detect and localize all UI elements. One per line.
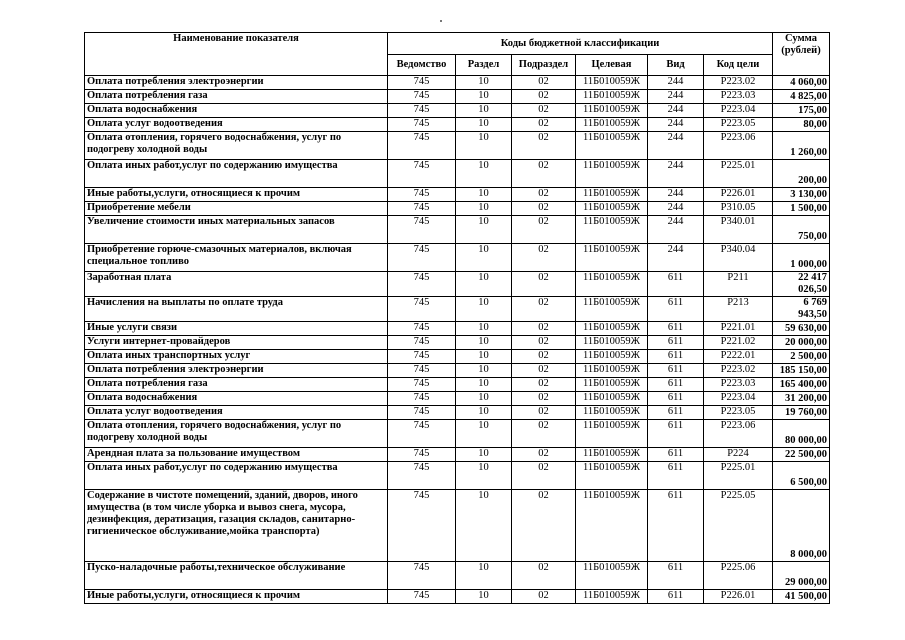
cell-podrazdel: 02	[512, 297, 576, 322]
cell-podrazdel: 02	[512, 350, 576, 364]
cell-vid: 244	[648, 216, 704, 244]
cell-celevaya: 11Б010059Ж	[576, 378, 648, 392]
row-name: Пуско-наладочные работы,техническое обслуживание	[85, 562, 388, 590]
row-name: Арендная плата за пользование имуществом	[85, 448, 388, 462]
table-row	[85, 392, 830, 406]
cell-vid: 244	[648, 202, 704, 216]
row-name: Оплата иных транспортных услуг	[85, 350, 388, 364]
cell-sum: 2 500,00	[773, 350, 830, 364]
cell-razdel: 10	[456, 490, 512, 562]
table-body	[85, 76, 830, 604]
table-row	[85, 76, 830, 90]
cell-kod-celi: Р223.06	[704, 132, 773, 160]
cell-celevaya: 11Б010059Ж	[576, 90, 648, 104]
header-vedomstvo: Ведомство	[388, 55, 456, 76]
cell-sum: 59 630,00	[773, 322, 830, 336]
header-razdel: Раздел	[456, 55, 512, 76]
cell-vedomstvo: 745	[388, 350, 456, 364]
cell-podrazdel: 02	[512, 462, 576, 490]
table-row	[85, 406, 830, 420]
cell-vid: 611	[648, 336, 704, 350]
cell-sum: 22 500,00	[773, 448, 830, 462]
cell-vedomstvo: 745	[388, 364, 456, 378]
table-row	[85, 188, 830, 202]
table-row	[85, 420, 830, 448]
cell-razdel: 10	[456, 448, 512, 462]
cell-celevaya: 11Б010059Ж	[576, 448, 648, 462]
cell-kod-celi: Р223.05	[704, 118, 773, 132]
table-row	[85, 297, 830, 322]
table-row	[85, 590, 830, 604]
table-row	[85, 448, 830, 462]
cell-vedomstvo: 745	[388, 448, 456, 462]
cell-razdel: 10	[456, 406, 512, 420]
cell-podrazdel: 02	[512, 378, 576, 392]
table-row	[85, 336, 830, 350]
cell-vedomstvo: 745	[388, 378, 456, 392]
cell-sum: 41 500,00	[773, 590, 830, 604]
table-row	[85, 118, 830, 132]
cell-kod-celi: Р225.05	[704, 490, 773, 562]
cell-vedomstvo: 745	[388, 104, 456, 118]
row-name: Оплата потребления газа	[85, 378, 388, 392]
cell-celevaya: 11Б010059Ж	[576, 322, 648, 336]
cell-celevaya: 11Б010059Ж	[576, 350, 648, 364]
cell-podrazdel: 02	[512, 76, 576, 90]
header-celevaya: Целевая	[576, 55, 648, 76]
cell-vid: 611	[648, 420, 704, 448]
cell-celevaya: 11Б010059Ж	[576, 336, 648, 350]
row-name: Содержание в чистоте помещений, зданий, дворов, иного имущества (в том числе уборка и вывоз снега, мусора, дезинфекция, дератизация, газация складов, санитарно-гигиеническое обслуживание,мойка транспорта)	[85, 490, 388, 562]
cell-celevaya: 11Б010059Ж	[576, 104, 648, 118]
cell-kod-celi: Р221.01	[704, 322, 773, 336]
cell-sum: 185 150,00	[773, 364, 830, 378]
cell-celevaya: 11Б010059Ж	[576, 244, 648, 272]
cell-razdel: 10	[456, 590, 512, 604]
row-name: Оплата отопления, горячего водоснабжения, услуг по подогреву холодной воды	[85, 420, 388, 448]
cell-vid: 611	[648, 364, 704, 378]
cell-kod-celi: Р225.01	[704, 462, 773, 490]
cell-podrazdel: 02	[512, 272, 576, 297]
header-podrazdel: Подраздел	[512, 55, 576, 76]
cell-razdel: 10	[456, 160, 512, 188]
cell-celevaya: 11Б010059Ж	[576, 297, 648, 322]
cell-kod-celi: Р226.01	[704, 590, 773, 604]
table-row	[85, 160, 830, 188]
table-row	[85, 132, 830, 160]
cell-celevaya: 11Б010059Ж	[576, 188, 648, 202]
cell-vid: 611	[648, 297, 704, 322]
cell-razdel: 10	[456, 562, 512, 590]
cell-celevaya: 11Б010059Ж	[576, 590, 648, 604]
cell-celevaya: 11Б010059Ж	[576, 420, 648, 448]
cell-vedomstvo: 745	[388, 297, 456, 322]
cell-vid: 611	[648, 350, 704, 364]
cell-vid: 611	[648, 448, 704, 462]
cell-vid: 611	[648, 378, 704, 392]
cell-sum: 175,00	[773, 104, 830, 118]
cell-podrazdel: 02	[512, 202, 576, 216]
row-name: Увеличение стоимости иных материальных запасов	[85, 216, 388, 244]
cell-vid: 244	[648, 118, 704, 132]
cell-celevaya: 11Б010059Ж	[576, 76, 648, 90]
table-row	[85, 350, 830, 364]
cell-kod-celi: Р211	[704, 272, 773, 297]
cell-kod-celi: Р224	[704, 448, 773, 462]
cell-razdel: 10	[456, 336, 512, 350]
row-name: Начисления на выплаты по оплате труда	[85, 297, 388, 322]
cell-vid: 244	[648, 104, 704, 118]
cell-podrazdel: 02	[512, 590, 576, 604]
cell-podrazdel: 02	[512, 90, 576, 104]
cell-vedomstvo: 745	[388, 490, 456, 562]
cell-vid: 244	[648, 188, 704, 202]
cell-vedomstvo: 745	[388, 118, 456, 132]
header-vid: Вид	[648, 55, 704, 76]
cell-kod-celi: Р213	[704, 297, 773, 322]
cell-sum: 80 000,00	[773, 420, 830, 448]
cell-vedomstvo: 745	[388, 322, 456, 336]
cell-vedomstvo: 745	[388, 272, 456, 297]
cell-celevaya: 11Б010059Ж	[576, 160, 648, 188]
cell-razdel: 10	[456, 76, 512, 90]
cell-vedomstvo: 745	[388, 216, 456, 244]
cell-sum: 750,00	[773, 216, 830, 244]
row-name: Оплата отопления, горячего водоснабжения, услуг по подогреву холодной воды	[85, 132, 388, 160]
cell-vedomstvo: 745	[388, 406, 456, 420]
cell-razdel: 10	[456, 350, 512, 364]
cell-sum: 1 500,00	[773, 202, 830, 216]
cell-kod-celi: Р223.02	[704, 76, 773, 90]
table-row	[85, 216, 830, 244]
cell-sum: 80,00	[773, 118, 830, 132]
table-row	[85, 462, 830, 490]
cell-vedomstvo: 745	[388, 90, 456, 104]
cell-podrazdel: 02	[512, 406, 576, 420]
cell-sum: 20 000,00	[773, 336, 830, 350]
cell-razdel: 10	[456, 420, 512, 448]
cell-vedomstvo: 745	[388, 392, 456, 406]
table-row	[85, 272, 830, 297]
cell-kod-celi: Р221.02	[704, 336, 773, 350]
cell-vedomstvo: 745	[388, 462, 456, 490]
cell-sum: 19 760,00	[773, 406, 830, 420]
row-name: Оплата иных работ,услуг по содержанию имущества	[85, 462, 388, 490]
cell-razdel: 10	[456, 132, 512, 160]
cell-vedomstvo: 745	[388, 590, 456, 604]
cell-kod-celi: Р223.05	[704, 406, 773, 420]
cell-celevaya: 11Б010059Ж	[576, 202, 648, 216]
cell-podrazdel: 02	[512, 490, 576, 562]
cell-vedomstvo: 745	[388, 336, 456, 350]
row-name: Оплата водоснабжения	[85, 392, 388, 406]
table-row	[85, 378, 830, 392]
row-name: Иные работы,услуги, относящиеся к прочим	[85, 590, 388, 604]
cell-vedomstvo: 745	[388, 562, 456, 590]
cell-sum: 200,00	[773, 160, 830, 188]
cell-vid: 611	[648, 590, 704, 604]
scan-dot	[440, 20, 442, 22]
cell-celevaya: 11Б010059Ж	[576, 406, 648, 420]
header-sum: Сумма (рублей)	[773, 33, 830, 76]
row-name: Оплата услуг водоотведения	[85, 406, 388, 420]
cell-podrazdel: 02	[512, 336, 576, 350]
row-name: Приобретение мебели	[85, 202, 388, 216]
cell-sum: 6 500,00	[773, 462, 830, 490]
cell-vedomstvo: 745	[388, 188, 456, 202]
cell-sum: 165 400,00	[773, 378, 830, 392]
cell-podrazdel: 02	[512, 132, 576, 160]
cell-razdel: 10	[456, 118, 512, 132]
header-name: Наименование показателя	[85, 33, 388, 76]
cell-podrazdel: 02	[512, 160, 576, 188]
cell-podrazdel: 02	[512, 562, 576, 590]
cell-podrazdel: 02	[512, 392, 576, 406]
cell-razdel: 10	[456, 216, 512, 244]
cell-vedomstvo: 745	[388, 244, 456, 272]
row-name: Оплата иных работ,услуг по содержанию имущества	[85, 160, 388, 188]
cell-sum: 31 200,00	[773, 392, 830, 406]
cell-kod-celi: Р223.03	[704, 90, 773, 104]
cell-kod-celi: Р310.05	[704, 202, 773, 216]
cell-kod-celi: Р223.06	[704, 420, 773, 448]
row-name: Услуги интернет-провайдеров	[85, 336, 388, 350]
row-name: Оплата потребления электроэнергии	[85, 364, 388, 378]
cell-sum: 1 260,00	[773, 132, 830, 160]
cell-vid: 244	[648, 160, 704, 188]
cell-kod-celi: Р225.06	[704, 562, 773, 590]
cell-vid: 244	[648, 132, 704, 160]
cell-kod-celi: Р223.03	[704, 378, 773, 392]
table-row	[85, 490, 830, 562]
cell-sum: 3 130,00	[773, 188, 830, 202]
cell-celevaya: 11Б010059Ж	[576, 132, 648, 160]
cell-celevaya: 11Б010059Ж	[576, 118, 648, 132]
cell-kod-celi: Р226.01	[704, 188, 773, 202]
cell-vid: 611	[648, 490, 704, 562]
cell-razdel: 10	[456, 462, 512, 490]
budget-table	[84, 32, 830, 604]
cell-razdel: 10	[456, 90, 512, 104]
cell-kod-celi: Р223.04	[704, 104, 773, 118]
cell-sum: 4 060,00	[773, 76, 830, 90]
cell-razdel: 10	[456, 364, 512, 378]
cell-razdel: 10	[456, 202, 512, 216]
cell-vedomstvo: 745	[388, 160, 456, 188]
cell-vedomstvo: 745	[388, 420, 456, 448]
cell-sum: 8 000,00	[773, 490, 830, 562]
cell-podrazdel: 02	[512, 244, 576, 272]
cell-vid: 611	[648, 272, 704, 297]
cell-celevaya: 11Б010059Ж	[576, 272, 648, 297]
table-row	[85, 90, 830, 104]
row-name: Заработная плата	[85, 272, 388, 297]
row-name: Иные работы,услуги, относящиеся к прочим	[85, 188, 388, 202]
cell-podrazdel: 02	[512, 322, 576, 336]
cell-celevaya: 11Б010059Ж	[576, 462, 648, 490]
row-name: Оплата потребления электроэнергии	[85, 76, 388, 90]
cell-vedomstvo: 745	[388, 202, 456, 216]
cell-razdel: 10	[456, 272, 512, 297]
cell-celevaya: 11Б010059Ж	[576, 392, 648, 406]
cell-vid: 244	[648, 76, 704, 90]
cell-razdel: 10	[456, 104, 512, 118]
cell-celevaya: 11Б010059Ж	[576, 364, 648, 378]
cell-razdel: 10	[456, 297, 512, 322]
table-row	[85, 364, 830, 378]
cell-kod-celi: Р222.01	[704, 350, 773, 364]
cell-sum: 1 000,00	[773, 244, 830, 272]
row-name: Оплата водоснабжения	[85, 104, 388, 118]
cell-vid: 244	[648, 90, 704, 104]
cell-sum: 22 417 026,50	[773, 272, 830, 297]
cell-sum: 4 825,00	[773, 90, 830, 104]
cell-razdel: 10	[456, 378, 512, 392]
cell-podrazdel: 02	[512, 118, 576, 132]
cell-podrazdel: 02	[512, 104, 576, 118]
cell-vedomstvo: 745	[388, 76, 456, 90]
cell-razdel: 10	[456, 322, 512, 336]
cell-sum: 29 000,00	[773, 562, 830, 590]
cell-podrazdel: 02	[512, 420, 576, 448]
cell-kod-celi: Р340.01	[704, 216, 773, 244]
cell-vid: 611	[648, 392, 704, 406]
header-codes: Коды бюджетной классификации	[388, 33, 773, 55]
header-kod-celi: Код цели	[704, 55, 773, 76]
cell-vid: 611	[648, 562, 704, 590]
cell-sum: 6 769 943,50	[773, 297, 830, 322]
cell-vid: 611	[648, 406, 704, 420]
table-row	[85, 244, 830, 272]
table-row	[85, 322, 830, 336]
cell-celevaya: 11Б010059Ж	[576, 490, 648, 562]
cell-podrazdel: 02	[512, 216, 576, 244]
row-name: Приобретение горюче-смазочных материалов, включая специальное топливо	[85, 244, 388, 272]
cell-celevaya: 11Б010059Ж	[576, 216, 648, 244]
row-name: Оплата услуг водоотведения	[85, 118, 388, 132]
cell-podrazdel: 02	[512, 448, 576, 462]
cell-vid: 611	[648, 322, 704, 336]
table-row	[85, 562, 830, 590]
cell-razdel: 10	[456, 244, 512, 272]
cell-razdel: 10	[456, 188, 512, 202]
table-row	[85, 104, 830, 118]
cell-podrazdel: 02	[512, 188, 576, 202]
cell-kod-celi: Р225.01	[704, 160, 773, 188]
cell-podrazdel: 02	[512, 364, 576, 378]
cell-vedomstvo: 745	[388, 132, 456, 160]
cell-razdel: 10	[456, 392, 512, 406]
table-row	[85, 202, 830, 216]
cell-vid: 244	[648, 244, 704, 272]
cell-vid: 611	[648, 462, 704, 490]
row-name: Иные услуги связи	[85, 322, 388, 336]
cell-celevaya: 11Б010059Ж	[576, 562, 648, 590]
cell-kod-celi: Р223.04	[704, 392, 773, 406]
row-name: Оплата потребления газа	[85, 90, 388, 104]
cell-kod-celi: Р340.04	[704, 244, 773, 272]
cell-kod-celi: Р223.02	[704, 364, 773, 378]
